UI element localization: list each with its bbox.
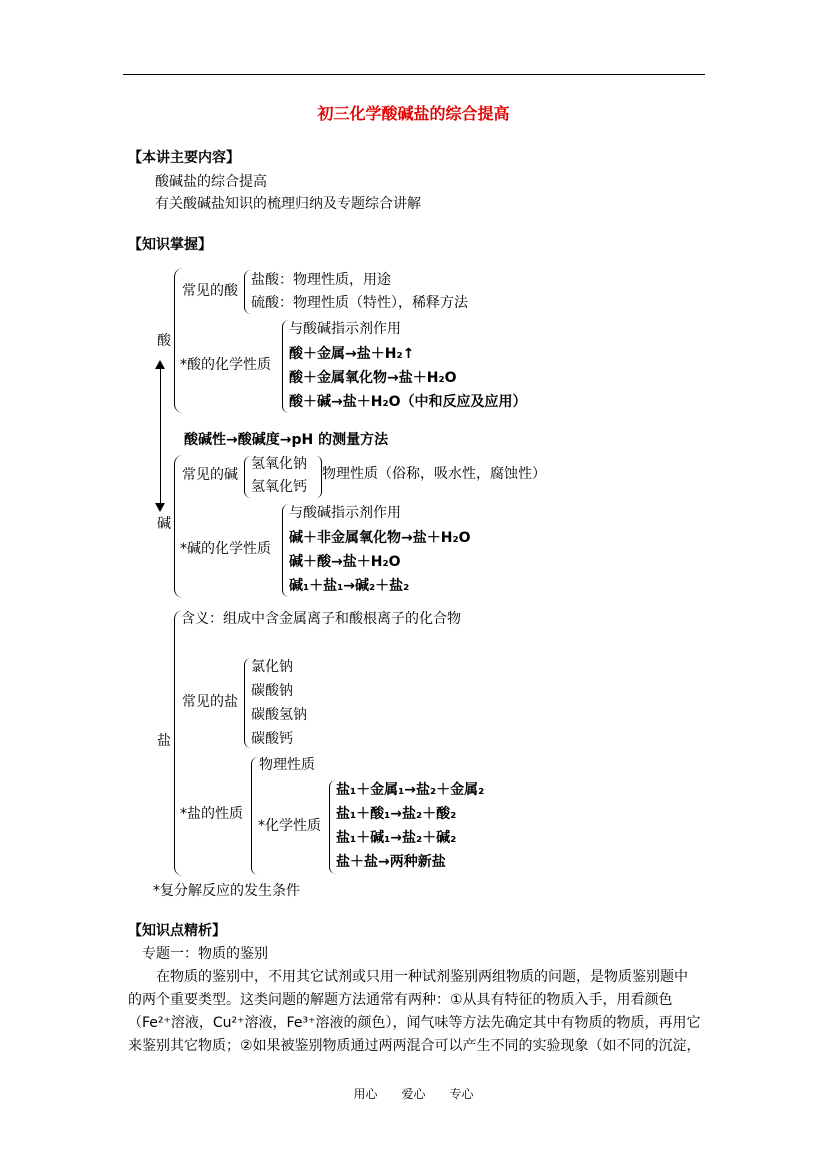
acid-item: 盐酸：物理性质，用途 — [251, 272, 391, 288]
acid-chem-label: *酸的化学性质 — [180, 357, 271, 373]
common-acid-brace — [244, 270, 251, 314]
salt-meaning: 含义：组成中含金属离子和酸根离子的化合物 — [181, 611, 461, 627]
double-arrow-line — [160, 366, 161, 506]
acid-chem-item: 酸＋金属氧化物→盐＋H₂O — [289, 370, 457, 386]
main-content-item: 酸碱盐的综合提高 — [155, 174, 267, 190]
acid-chem-item: 酸＋碱→盐＋H₂O（中和反应及应用） — [289, 394, 527, 410]
salt-chem-item: 盐₁＋碱₁→盐₂＋碱₂ — [336, 830, 457, 846]
acid-chem-item: 酸＋金属→盐＋H₂↑ — [289, 346, 415, 362]
salt-note: *复分解反应的发生条件 — [153, 883, 300, 899]
paragraph-line: 来鉴别其它物质；②如果被鉴别物质通过两两混合可以产生不同的实验现象（如不同的沉淀， — [128, 1038, 701, 1054]
page-footer: 用心 爱心 专心 — [353, 1087, 474, 1101]
paragraph-line: 在物质的鉴别中，不用其它试剂或只用一种试剂鉴别两组物质的问题，是物质鉴别题中 — [156, 969, 688, 985]
salt-item: 碳酸钙 — [251, 731, 293, 747]
arrow-down-icon — [155, 503, 165, 512]
salt-chem-item: 盐₁＋金属₁→盐₂＋金属₂ — [336, 782, 485, 798]
section-heading-knowledge: 【知识掌握】 — [128, 237, 212, 253]
common-base-brace — [244, 456, 251, 498]
salt-physical: 物理性质 — [259, 757, 315, 773]
salt-chem-item: 盐₁＋酸₁→盐₂＋酸₂ — [336, 806, 457, 822]
base-chem-brace — [282, 504, 289, 597]
middle-line: 酸碱性→酸碱度→pH 的测量方法 — [184, 432, 389, 448]
salt-brace — [174, 610, 183, 876]
base-chem-item: 与酸碱指示剂作用 — [289, 505, 401, 521]
topic-title: 专题一：物质的鉴别 — [142, 946, 268, 962]
base-physical-note: 物理性质（俗称，吸水性，腐蚀性） — [322, 466, 546, 482]
base-chem-item: 碱＋酸→盐＋H₂O — [289, 554, 401, 570]
base-item: 氢氧化钠 — [251, 456, 307, 472]
salt-item: 氯化钠 — [251, 659, 293, 675]
salt-item: 碳酸钠 — [251, 683, 293, 699]
common-base-label: 常见的碱 — [182, 467, 238, 483]
acid-chem-brace — [282, 320, 289, 413]
section-heading-analysis: 【知识点精析】 — [128, 923, 226, 939]
base-item: 氢氧化钙 — [251, 479, 307, 495]
acid-item: 硫酸：物理性质（特性），稀释方法 — [251, 295, 468, 311]
common-salt-label: 常见的盐 — [182, 694, 238, 710]
salt-prop-label: *盐的性质 — [180, 806, 243, 822]
salt-chem-brace — [329, 780, 336, 874]
salt-item: 碳酸氢钠 — [251, 707, 307, 723]
paragraph-line: （Fe²⁺溶液，Cu²⁺溶液，Fe³⁺溶液的颜色），闻气味等方法先确定其中有物质的物质，再用它 — [128, 1015, 701, 1031]
base-label: 碱 — [157, 516, 171, 532]
acid-chem-item: 与酸碱指示剂作用 — [289, 321, 401, 337]
common-salt-brace — [244, 658, 251, 748]
salt-chem-label: *化学性质 — [258, 818, 321, 834]
page-title: 初三化学酸碱盐的综合提高 — [317, 104, 510, 123]
base-chem-item: 碱₁＋盐₁→碱₂＋盐₂ — [289, 578, 410, 594]
acid-label: 酸 — [157, 333, 171, 349]
base-chem-item: 碱＋非金属氧化物→盐＋H₂O — [289, 530, 471, 546]
paragraph-line: 的两个重要类型。这类问题的解题方法通常有两种：①从具有特征的物质入手，用看颜色 — [128, 992, 673, 1008]
base-chem-label: *碱的化学性质 — [180, 541, 271, 557]
salt-chem-item: 盐＋盐→两种新盐 — [336, 854, 446, 870]
main-content-item: 有关酸碱盐知识的梳理归纳及专题综合讲解 — [155, 196, 421, 212]
common-acid-label: 常见的酸 — [182, 283, 238, 299]
salt-prop-brace — [251, 757, 258, 875]
section-heading-main-content: 【本讲主要内容】 — [128, 150, 240, 166]
salt-label: 盐 — [157, 733, 171, 749]
header-rule — [123, 74, 705, 75]
